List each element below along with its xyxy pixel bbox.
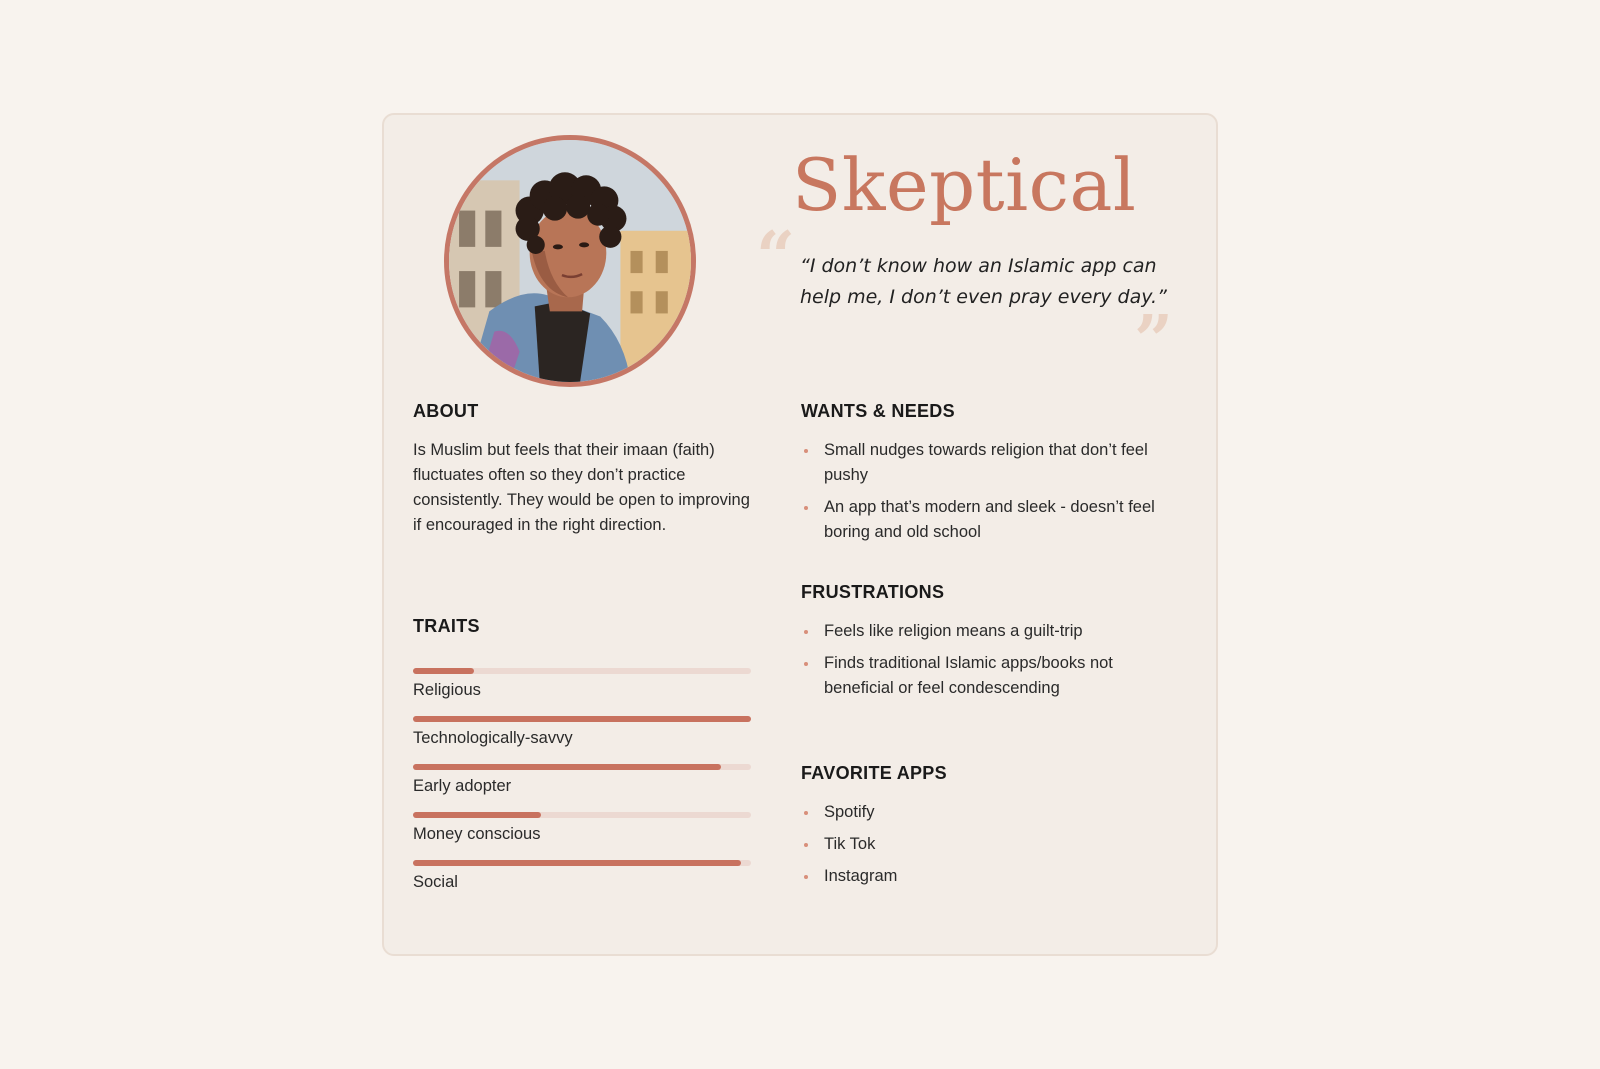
trait-fill: [413, 860, 741, 866]
list-item: [801, 651, 1161, 701]
close-quote-icon: ”: [1134, 301, 1174, 381]
wants-needs-list: [801, 438, 1161, 545]
trait-label: Early adopter: [413, 777, 512, 795]
trait-social: [413, 860, 753, 908]
list-item-text: An app that’s modern and sleek - doesn’t feel boring and old school: [824, 498, 1155, 541]
trait-track: [413, 764, 751, 770]
persona-title: Skeptical: [792, 143, 1137, 227]
trait-track: [413, 668, 751, 674]
list-item: [801, 864, 1161, 889]
favorite-apps-list: [801, 800, 1161, 889]
traits-list: [413, 668, 753, 908]
persona-quote: “I don’t know how an Islamic app can help me, I don’t even pray every day.”: [800, 255, 1167, 308]
about-heading: ABOUT: [413, 401, 479, 421]
wants-needs-heading: WANTS & NEEDS: [801, 401, 955, 421]
list-item-text: Finds traditional Islamic apps/books not beneficial or feel condescending: [824, 654, 1113, 697]
trait-track: [413, 716, 751, 722]
list-item: [801, 619, 1161, 644]
list-item: [801, 800, 1161, 825]
trait-label: Technologically-savvy: [413, 729, 573, 747]
trait-fill: [413, 668, 474, 674]
bullet-icon: [804, 811, 808, 815]
persona-card: [382, 113, 1218, 956]
trait-fill: [413, 716, 751, 722]
trait-track: [413, 860, 751, 866]
traits-heading: TRAITS: [413, 616, 480, 636]
avatar: [444, 135, 696, 387]
bullet-icon: [804, 449, 808, 453]
bullet-icon: [804, 662, 808, 666]
list-item-text: Tik Tok: [824, 835, 876, 853]
list-item-text: Feels like religion means a guilt-trip: [824, 622, 1083, 640]
avatar-photo: [449, 140, 691, 382]
trait-early-adopter: [413, 764, 753, 812]
frustrations-list: [801, 619, 1161, 701]
favorite-apps-heading: FAVORITE APPS: [801, 763, 947, 783]
bullet-icon: [804, 875, 808, 879]
bullet-icon: [804, 843, 808, 847]
list-item: [801, 495, 1161, 545]
trait-money-conscious: [413, 812, 753, 860]
frustrations-heading: FRUSTRATIONS: [801, 582, 945, 602]
open-quote-icon: “: [756, 217, 796, 297]
bullet-icon: [804, 630, 808, 634]
trait-fill: [413, 812, 541, 818]
trait-track: [413, 812, 751, 818]
trait-label: Social: [413, 873, 458, 891]
trait-technologically-savvy: [413, 716, 753, 764]
trait-religious: [413, 668, 753, 716]
trait-label: Religious: [413, 681, 481, 699]
list-item: [801, 438, 1161, 488]
trait-fill: [413, 764, 721, 770]
list-item-text: Instagram: [824, 867, 898, 885]
bullet-icon: [804, 506, 808, 510]
list-item: [801, 832, 1161, 857]
list-item-text: Spotify: [824, 803, 875, 821]
about-text: Is Muslim but feels that their imaan (faith) fluctuates often so they don’t practice consistently. They would be open to improving if encouraged in the right direction.: [413, 441, 750, 534]
list-item-text: Small nudges towards religion that don’t feel pushy: [824, 441, 1148, 484]
trait-label: Money conscious: [413, 825, 541, 843]
